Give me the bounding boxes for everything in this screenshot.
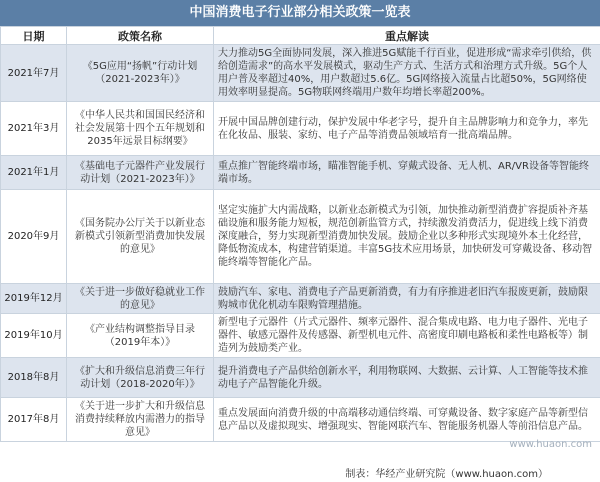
- column-header-date: 日期: [1, 27, 67, 45]
- column-header-desc: 重点解读: [214, 27, 600, 45]
- table-header-row: [1, 27, 600, 45]
- row-date: 2020年9月: [1, 190, 67, 284]
- row-policy-name: 《5G应用“扬帆”行动计划（2021-2023年）》: [67, 45, 214, 102]
- row-policy-name: 《基础电子元器件产业发展行动计划（2021-2023年）》: [67, 156, 214, 190]
- row-description: 新型电子元器件（片式元器件、频率元器件、混合集成电路、电力电子器件、光电子器件、敏感元器件及传感器、新型机电元件、高密度印刷电路板和柔性电路板等）制造列为鼓励类产业。: [214, 314, 600, 358]
- row-date: 2021年7月: [1, 45, 67, 102]
- table-row: [1, 45, 600, 102]
- row-policy-name: 《扩大和升级信息消费三年行动计划（2018-2020年）》: [67, 358, 214, 398]
- row-policy-name: 《关于进一步扩大和升级信息消费持续释放内需潜力的指导意见》: [67, 398, 214, 442]
- row-date: 2019年10月: [1, 314, 67, 358]
- row-policy-name: 《关于进一步做好稳就业工作的意见》: [67, 284, 214, 314]
- row-policy-name: 《国务院办公厅关于以新业态新模式引领新型消费加快发展的意见》: [67, 190, 214, 284]
- row-date: 2021年3月: [1, 102, 67, 156]
- row-date: 2017年8月: [1, 398, 67, 442]
- row-description: 鼓励汽车、家电、消费电子产品更新消费，有力有序推进老旧汽车报废更新，鼓励限购城市优化机动车限购管理措施。: [214, 284, 600, 314]
- row-policy-name: 《中华人民共和国国民经济和社会发展第十四个五年规划和2035年远景目标纲要》: [67, 102, 214, 156]
- table-row: [1, 156, 600, 190]
- table-row: [1, 284, 600, 314]
- table-footer: [0, 467, 600, 482]
- table-row: [1, 314, 600, 358]
- policy-table: [0, 26, 600, 442]
- table-row: [1, 358, 600, 398]
- row-date: 2018年8月: [1, 358, 67, 398]
- row-description: 大力推动5G全面协同发展，深入推进5G赋能千行百业，促进形成“需求牵引供给，供给创造需求”的高水平发展模式，驱动生产方式、生活方式和治理方式升级。5G个人用户普及率超过40%，用户数超过5.6亿。5G网络接入流量占比超50%，5G网络使用效率明显提高。5G物联网终端用户数年均增长率超200%。: [214, 45, 600, 102]
- row-date: 2021年1月: [1, 156, 67, 190]
- table-row: [1, 102, 600, 156]
- table-row: [1, 398, 600, 442]
- row-description: 提升消费电子产品供给创新水平，利用物联网、大数据、云计算、人工智能等技术推动电子产品智能化升级。: [214, 358, 600, 398]
- row-description: 重点推广智能终端市场，瞄准智能手机、穿戴式设备、无人机、AR/VR设备等智能终端市场。: [214, 156, 600, 190]
- row-date: 2019年12月: [1, 284, 67, 314]
- row-description: 坚定实施扩大内需战略，以新业态新模式为引领，加快推动新型消费扩容提质补齐基础设施和服务能力短板，规范创新监管方式，持续激发消费活力，促进线上线下消费深度融合，努力实现新型消费加快发展。鼓励企业以多种形式实现境外本土化经营，降低物流成本，构建营销渠道。丰富5G技术应用场景，加快研发可穿戴设备、移动智能终端等智能化产品。: [214, 190, 600, 284]
- table-title: 中国消费电子行业部分相关政策一览表: [0, 0, 600, 26]
- footer-source: 制表：华经产业研究院（www.huaon.com）: [345, 469, 548, 480]
- column-header-name: 政策名称: [67, 27, 214, 45]
- table-row: [1, 190, 600, 284]
- row-policy-name: 《产业结构调整指导目录（2019年本）》: [67, 314, 214, 358]
- row-description: 开展中国品牌创建行动，保护发展中华老字号，提升自主品牌影响力和竞争力，率先在化妆品、服装、家纺、电子产品等消费品领域培育一批高端品牌。: [214, 102, 600, 156]
- row-description: 重点发展面向消费升级的中高端移动通信终端、可穿戴设备、数字家庭产品等新型信息产品以及虚拟现实、增强现实、智能网联汽车、智能服务机器人等前沿信息产品。: [214, 398, 600, 442]
- watermark-text: www.huaon.com: [509, 439, 592, 450]
